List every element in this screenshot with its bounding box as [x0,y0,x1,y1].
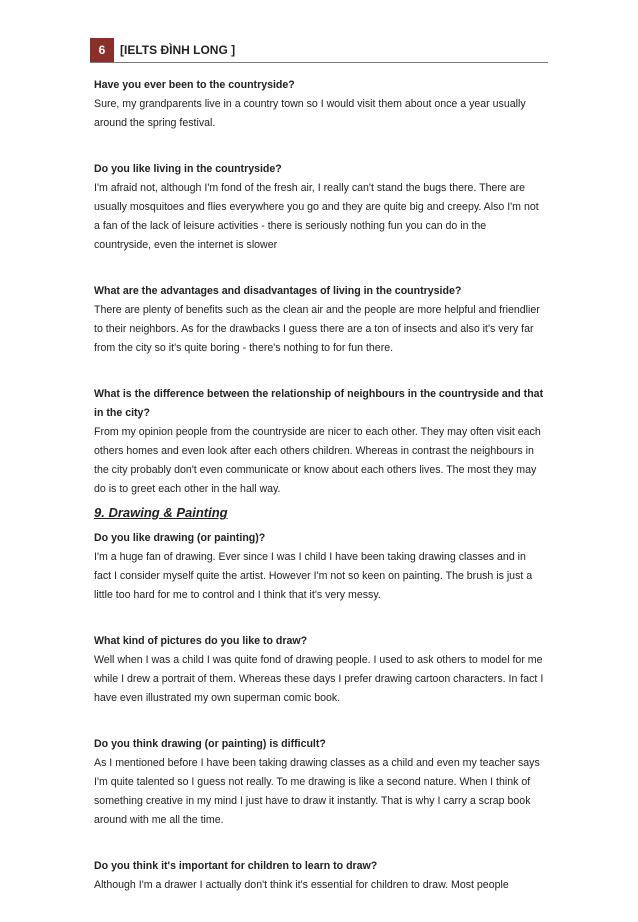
question: What are the advantages and disadvantages of living in the countryside? [94,285,462,297]
question: Do you think drawing (or painting) is difficult? [94,738,326,750]
document-body [94,76,544,922]
answer: Sure, my grandparents live in a country town so I would visit them about once a year usually around the spring festival. [94,98,526,129]
qa-item [94,857,544,895]
answer: From my opinion people from the countryside are nicer to each other. They may often visit each others homes and even look after each others children. Whereas in contrast the neighbours in the city probably don't even communicate or know about each others lives. The most they may do is to greet each other in the hall way. [94,426,541,495]
question: Do you think it's important for children to learn to draw? [94,860,378,872]
answer: There are plenty of benefits such as the clean air and the people are more helpful and friendlier to their neighbors. As for the drawbacks I guess there are a ton of insects and also it's very far from the city so it's quite boring - there's nothing to for fun there. [94,304,540,354]
question: Do you like living in the countryside? [94,163,282,175]
qa-item [94,632,544,708]
answer: I'm a huge fan of drawing. Ever since I was I child I have been taking drawing classes and in fact I consider myself quite the artist. However I'm not so keen on painting. The brush is just a little too hard for me to control and I think that it's very messy. [94,551,533,601]
qa-item [94,529,544,605]
question: What is the difference between the relationship of neighbours in the countryside and that in the city? [94,388,544,419]
question: Have you ever been to the countryside? [94,79,295,91]
header-title: [IELTS ĐÌNH LONG ] [120,43,236,57]
qa-item [94,282,544,358]
answer: I'm afraid not, although I'm fond of the fresh air, I really can't stand the bugs there. There are usually mosquitoes and flies everywhere you go and they are quite big and creepy. Also I'm not a fan of the lack of leisure activities - there is seriously nothing fun you can do in the countryside, even the internet is slower [94,182,539,251]
answer: Well when I was a child I was quite fond of drawing people. I used to ask others to model for me while I drew a portrait of them. Whereas these days I prefer drawing cartoon characters. In fact I have even illustrated my own superman comic book. [94,654,544,704]
page-header [90,38,548,63]
qa-item [94,76,544,133]
answer: Although I'm a drawer I actually don't think it's essential for children to draw. Most people [94,879,509,891]
question: Do you like drawing (or painting)? [94,532,266,544]
qa-item [94,385,544,499]
page-number: 6 [90,38,114,62]
question: What kind of pictures do you like to draw? [94,635,308,647]
answer: As I mentioned before I have been taking drawing classes as a child and even my teacher says I'm quite talented so I guess not really. To me drawing is like a second nature. When I think of something creative in my mind I just have to draw it instantly. That is why I carry a scrap book around with me all the time. [94,757,540,826]
section-heading: 9. Drawing & Painting [94,505,228,520]
qa-item [94,735,544,830]
qa-item [94,160,544,255]
